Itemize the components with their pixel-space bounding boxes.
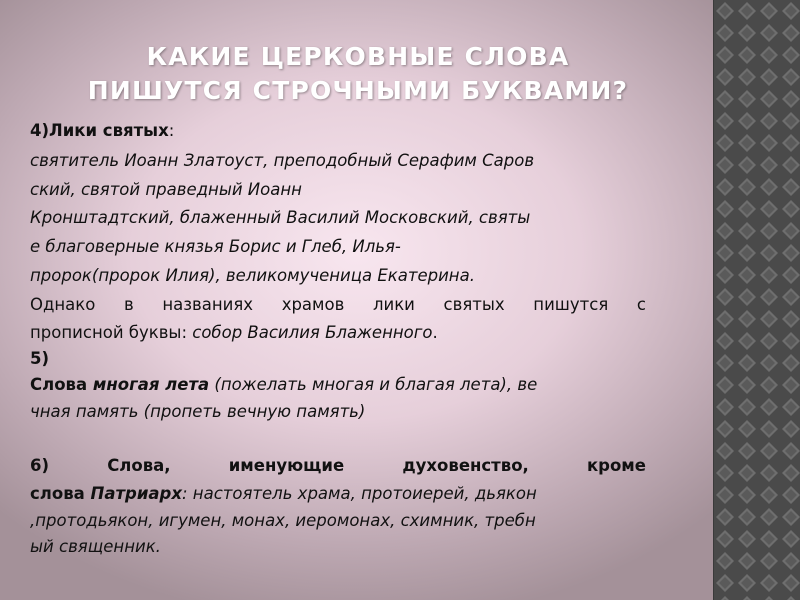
section-6-word: кроме (586, 456, 646, 475)
title-line-1: КАКИЕ ЦЕРКОВНЫЕ СЛОВА (146, 42, 570, 71)
section-6-word: Слова, (107, 456, 171, 475)
section-6-line-4: ый священник. (30, 537, 161, 556)
section-6-line-1 (30, 456, 646, 475)
section-6-line-2 (30, 484, 646, 503)
note-word: с (636, 295, 646, 314)
section-4-line-2: ский, святой праведный Иоанн (30, 180, 302, 199)
note-example: собор Василия Блаженного (192, 323, 433, 342)
section-4-colon: : (168, 121, 175, 140)
section-4-line-5: пророк(пророк Илия), великомученица Екатерина. (30, 266, 475, 285)
section-4-note-line-2 (30, 323, 646, 342)
section-5-line-2: чная память (пропеть вечную память) (30, 402, 366, 421)
section-5-term: многая лета (92, 375, 210, 394)
title-line-2: ПИШУТСЯ СТРОЧНЫМИ БУКВАМИ? (87, 76, 629, 105)
section-5-examples: (пожелать многая и благая лета), ве (209, 375, 538, 394)
section-6-examples: : настоятель храма, протоиерей, дьякон (182, 484, 537, 503)
section-4-note-line-1 (30, 295, 646, 314)
section-6-word: 6) (30, 456, 50, 475)
section-6-line-3: ,протодьякон, игумен, монах, иеромонах, схимник, требн (30, 511, 536, 530)
decorative-side-pattern (713, 0, 800, 600)
note-word: названиях (162, 295, 254, 314)
section-5-lead: Слова (30, 375, 93, 394)
note-text: прописной буквы: (30, 323, 193, 342)
note-word: святых (443, 295, 505, 314)
section-5-number: 5) (30, 349, 50, 368)
section-4-line-4: е благоверные князья Борис и Глеб, Илья- (30, 237, 401, 256)
section-4-line-1: святитель Иоанн Златоуст, преподобный Серафим Саров (30, 151, 535, 170)
section-6-term: Патриарх (90, 484, 182, 503)
diamond-pattern-graphic (714, 0, 800, 600)
note-word: в (123, 295, 134, 314)
note-word: лики (372, 295, 415, 314)
section-5-line-1 (30, 375, 646, 394)
note-period: . (432, 323, 438, 342)
section-4-heading: 4)Лики святых (30, 121, 169, 140)
section-6-lead: слова (30, 484, 91, 503)
section-4-heading-line (30, 121, 646, 140)
section-6-word: именующие (228, 456, 345, 475)
note-word: Однако (30, 295, 96, 314)
note-word: пишутся (533, 295, 609, 314)
section-4-line-3: Кронштадтский, блаженный Василий Московский, святы (30, 208, 531, 227)
note-word: храмов (281, 295, 345, 314)
slide-title (28, 40, 688, 108)
section-6-word: духовенство, (402, 456, 529, 475)
